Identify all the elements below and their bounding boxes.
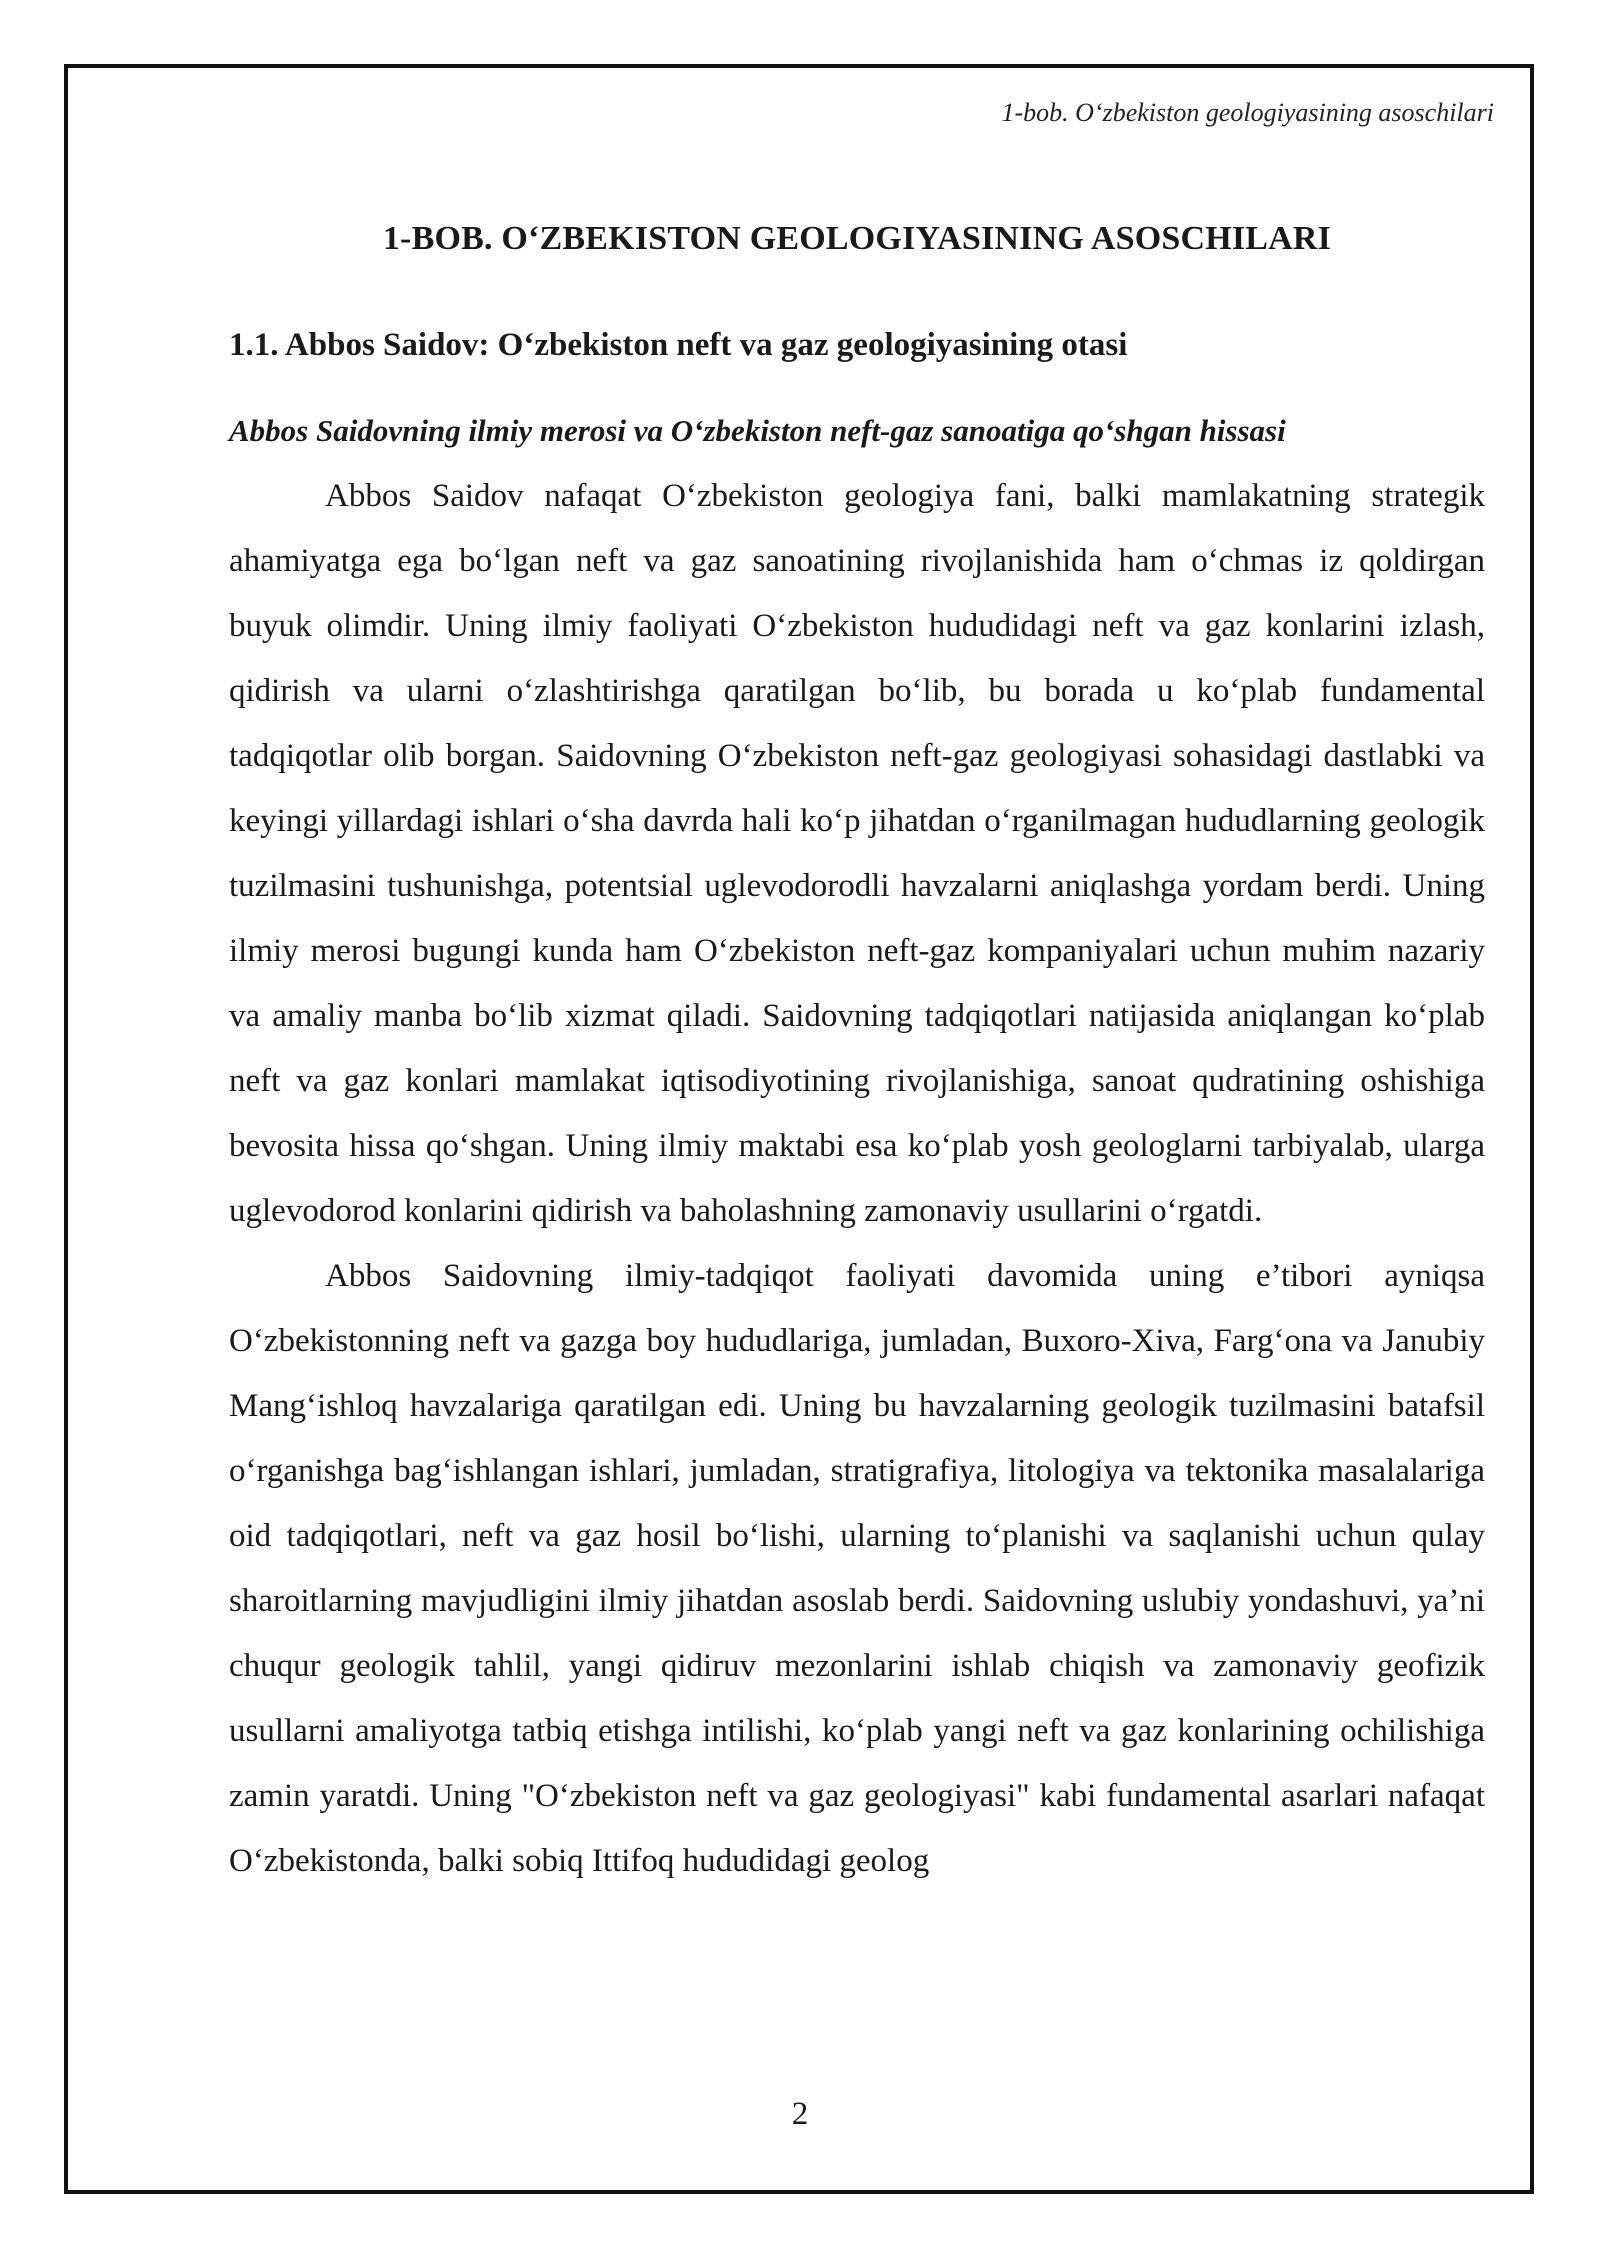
chapter-title: 1-BOB. O‘ZBEKISTON GEOLOGIYASINING ASOSCHILARI xyxy=(382,220,1332,257)
subsection-title: Abbos Saidovning ilmiy merosi va O‘zbekiston neft-gaz sanoatiga qo‘shgan hissasi xyxy=(229,413,1286,448)
page-number: 2 xyxy=(791,2096,809,2132)
body-paragraph: Abbos Saidovning ilmiy-tadqiqot faoliyati davomida uning e’tibori ayniqsa O‘zbekistonning neft va gazga boy hududlariga, jumladan, Buxoro-Xiva, Farg‘ona va Janubiy Mang‘ishloq havzalariga qaratilgan edi. Uning bu havzalarning geologik tuzilmasini batafsil o‘rganishga bag‘ishlangan ishlari, jumladan, stratigrafiya, litologiya va tektonika masalalariga oid tadqiqotlari, neft va gaz hosil bo‘lishi, ularning to‘planishi va saqlanishi uchun qulay sharoitlarning mavjudligini ilmiy jihatdan asoslab berdi. Saidovning uslubiy yondashuvi, ya’ni chuqur geologik tahlil, yangi qidiruv mezonlarini ishlab chiqish va zamonaviy geofizik usullarni amaliyotga tatbiq etishga intilishi, ko‘plab yangi neft va gaz konlarining ochilishiga zamin yaratdi. Uning "O‘zbekiston neft va gaz geologiyasi" kabi fundamental asarlari nafaqat O‘zbekistonda, balki sobiq Ittifoq hududidagi geolog xyxy=(229,1258,1485,1879)
page-content xyxy=(229,210,1485,1894)
body-paragraph: Abbos Saidov nafaqat O‘zbekiston geologiya fani, balki mamlakatning strategik ahamiyatga ega bo‘lgan neft va gaz sanoatining rivojlanishida ham o‘chmas iz qoldirgan buyuk olimdir. Uning ilmiy faoliyati O‘zbekiston hududidagi neft va gaz konlarini izlash, qidirish va ularni o‘zlashtirishga qaratilgan bo‘lib, bu borada u ko‘plab fundamental tadqiqotlar olib borgan. Saidovning O‘zbekiston neft-gaz geologiyasi sohasidagi dastlabki va keyingi yillardagi ishlari o‘sha davrda hali ko‘p jihatdan o‘rganilmagan hududlarning geologik tuzilmasini tushunishga, potentsial uglevodorodli havzalarni aniqlashga yordam berdi. Uning ilmiy merosi bugungi kunda ham O‘zbekiston neft-gaz kompaniyalari uchun muhim nazariy va amaliy manba bo‘lib xizmat qiladi. Saidovning tadqiqotlari natijasida aniqlangan ko‘plab neft va gaz konlari mamlakat iqtisodiyotining rivojlanishiga, sanoat qudratining oshishiga bevosita hissa qo‘shgan. Uning ilmiy maktabi esa ko‘plab yosh geologlarni tarbiyalab, ularga uglevodorod konlarini qidirish va baholashning zamonaviy usullarini o‘rgatdi. xyxy=(229,478,1485,1229)
running-header: 1-bob. O‘zbekiston geologiyasining asoschilari xyxy=(1001,98,1494,127)
section-title: 1.1. Abbos Saidov: O‘zbekiston neft va gaz geologiyasining otasi xyxy=(229,327,1128,363)
